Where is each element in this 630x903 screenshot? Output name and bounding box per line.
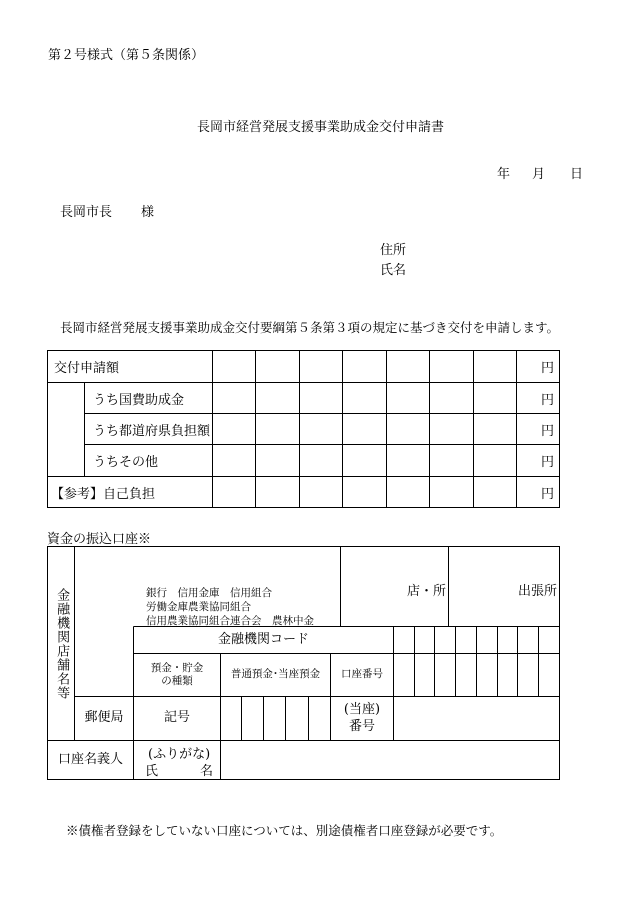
page-title: 長岡市経営発展支援事業助成金交付申請書 (197, 120, 445, 135)
body-text: 長岡市経営発展支援事業助成金交付要綱第５条第３項の規定に基づき交付を申請します。 (60, 320, 560, 335)
amount-row-label: うち都道府県負担額 (93, 423, 211, 439)
deposit-type-label (134, 654, 220, 696)
account-number-label: 口座番号 (341, 668, 383, 681)
branch-label: 店・所 (407, 584, 447, 599)
post-office-label: 郵便局 (84, 710, 124, 726)
bank-types-line1: 銀行 信用金庫 信用組合 (146, 587, 272, 599)
amount-unit: 円 (541, 486, 555, 502)
footnote: ※債権者登録をしていない口座については、別途債権者口座登録が必要です。 (66, 823, 503, 838)
deposit-type-label-line1: 預金・貯金 (150, 661, 204, 674)
amount-unit: 円 (541, 361, 555, 376)
bank-types-line3: 信用農業協同組合連合会 農林中金 (146, 615, 314, 627)
date-month-label: 月 (532, 167, 546, 182)
bank-section-title: 資金の振込口座※ (47, 532, 152, 547)
bank-types-line2: 労働金庫農業協同組合 (146, 601, 251, 613)
number-label: 番号 (348, 718, 375, 734)
amount-row-label: 【参考】自己負担 (51, 486, 156, 502)
address-label: 住所 (380, 243, 407, 258)
addressee-name: 長岡市長 (60, 205, 113, 220)
institution-label: 金融機関店舗名等 (54, 587, 70, 700)
date-year-label: 年 (497, 167, 511, 182)
form-number: 第２号様式（第５条関係） (48, 48, 205, 63)
holder-name-label-right: 名 (200, 764, 214, 779)
institution-code-label: 金融機関コード (217, 631, 309, 647)
symbol-label: 記号 (163, 710, 190, 726)
amount-unit: 円 (541, 392, 555, 408)
amount-unit: 円 (541, 455, 555, 470)
amount-row-label: うち国費助成金 (93, 392, 185, 408)
amount-unit: 円 (541, 423, 555, 439)
amount-row-label: 交付申請額 (54, 361, 120, 376)
current-account-label: (当座) (343, 702, 381, 718)
current-account-number-label (331, 697, 393, 740)
account-holder-label: 口座名義人 (57, 751, 123, 767)
holder-name-label-left: 氏 (145, 764, 159, 779)
furigana-label: (ふりがな) (148, 747, 211, 762)
addressee-honorific: 様 (141, 205, 155, 220)
applicant-name-label: 氏名 (380, 263, 407, 278)
branch-office-label: 出張所 (518, 584, 558, 599)
deposit-type-value: 普通預金･当座預金 (230, 668, 321, 681)
amount-row-label: うちその他 (93, 455, 159, 470)
deposit-type-label-line2: の種類 (161, 675, 193, 687)
date-day-label: 日 (570, 167, 584, 182)
